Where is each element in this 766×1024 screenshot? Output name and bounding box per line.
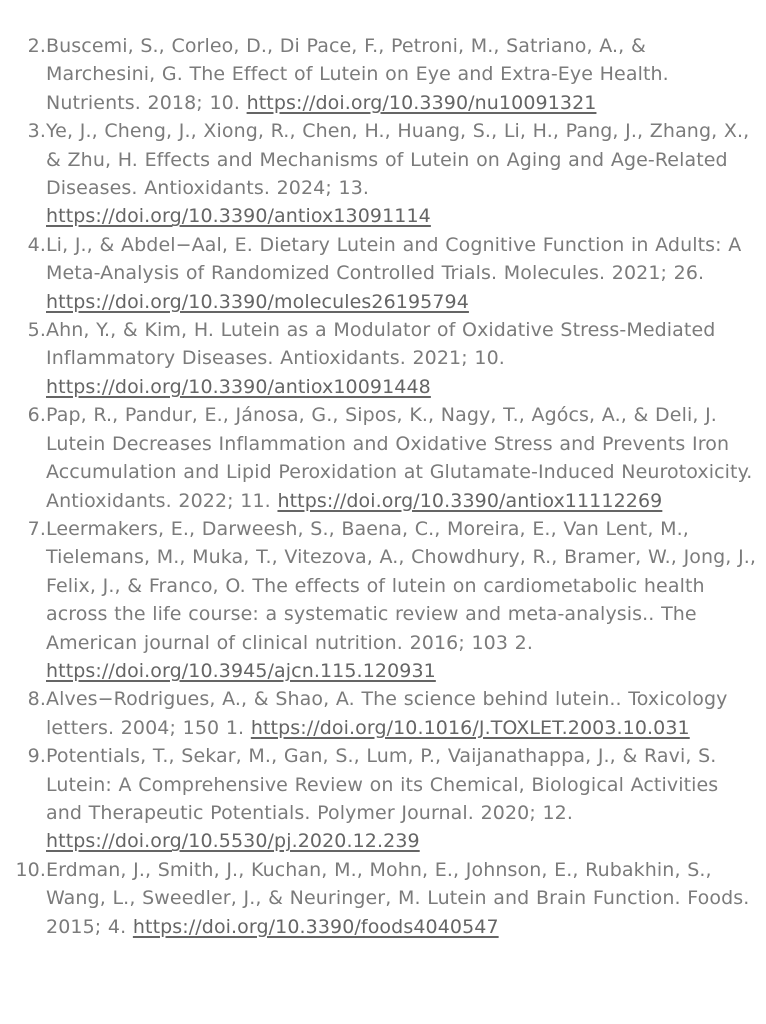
reference-citation: Alves−Rodrigues, A., & Shao, A. The science behind lutein.. Toxicology letters. 2004; 150 1. xyxy=(46,688,728,739)
doi-link[interactable]: https://doi.org/10.3390/antiox13091114 xyxy=(46,205,431,228)
reference-citation: Ahn, Y., & Kim, H. Lutein as a Modulator of Oxidative Stress-Mediated Inflammatory Diseases. Antioxidants. 2021; 10. xyxy=(46,319,716,370)
reference-item xyxy=(0,856,766,941)
reference-citation: Leermakers, E., Darweesh, S., Baena, C., Moreira, E., Van Lent, M., Tielemans, M., Muka, T., Vitezova, A., Chowdhury, R., Bramer, W., Jong, J., Felix, J., & Franco, O. The effects of lutein on cardiometabolic health across the life course: a systematic review and meta-analysis.. The American journal of clinical nutrition. 2016; 103 2. xyxy=(46,517,757,654)
reference-number: 6. xyxy=(27,404,46,427)
doi-link[interactable]: https://doi.org/10.3390/molecules26195794 xyxy=(46,290,469,313)
doi-link[interactable]: https://doi.org/10.3945/ajcn.115.120931 xyxy=(46,659,436,682)
doi-link[interactable]: https://doi.org/10.3390/antiox10091448 xyxy=(46,375,431,398)
reference-item xyxy=(0,117,766,231)
doi-link[interactable]: https://doi.org/10.3390/antiox11112269 xyxy=(277,489,663,512)
reference-citation: Li, J., & Abdel−Aal, E. Dietary Lutein and Cognitive Function in Adults: A Meta-Analysis of Randomized Controlled Trials. Molecules. 2021; 26. xyxy=(46,233,742,285)
reference-number: 3. xyxy=(27,120,46,143)
reference-item xyxy=(0,515,766,685)
reference-citation: Erdman, J., Smith, J., Kuchan, M., Mohn, E., Johnson, E., Rubakhin, S., Wang, L., Sweedler, J., & Neuringer, M. Lutein and Brain Function. Foods. 2015; 4. xyxy=(46,858,750,938)
doi-link[interactable]: https://doi.org/10.3390/nu10091321 xyxy=(246,91,597,114)
reference-number: 4. xyxy=(27,233,46,256)
reference-number: 9. xyxy=(27,745,46,768)
reference-item xyxy=(0,231,766,316)
doi-link[interactable]: https://doi.org/10.1016/J.TOXLET.2003.10.031 xyxy=(250,716,690,739)
reference-item xyxy=(0,401,766,515)
reference-list xyxy=(0,32,766,941)
reference-number: 10. xyxy=(15,858,46,881)
reference-citation: Ye, J., Cheng, J., Xiong, R., Chen, H., Huang, S., Li, H., Pang, J., Zhang, X., & Zhu, H. Effects and Mechanisms of Lutein on Aging and Age-Related Diseases. Antioxidants. 2024; 13. xyxy=(46,120,750,200)
reference-citation: Pap, R., Pandur, E., Jánosa, G., Sipos, K., Nagy, T., Agócs, A., & Deli, J. Lutein Decreases Inflammation and Oxidative Stress and Prevents Iron Accumulation and Lipid Peroxidation at Glutamate-Induced Neurotoxicity. Antioxidants. 2022; 11. xyxy=(46,404,753,512)
reference-number: 7. xyxy=(27,517,46,540)
reference-citation: Buscemi, S., Corleo, D., Di Pace, F., Petroni, M., Satriano, A., & Marchesini, G. The Effect of Lutein on Eye and Extra-Eye Health. Nutrients. 2018; 10. xyxy=(46,35,669,114)
reference-item xyxy=(0,32,766,117)
reference-number: 5. xyxy=(27,319,46,342)
reference-citation: Potentials, T., Sekar, M., Gan, S., Lum, P., Vaijanathappa, J., & Ravi, S. Lutein: A Comprehensive Review on its Chemical, Biological Activities and Therapeutic Potentials. Polymer Journal. 2020; 12. xyxy=(46,745,719,824)
doi-link[interactable]: https://doi.org/10.3390/foods4040547 xyxy=(132,915,499,938)
reference-item xyxy=(0,316,766,401)
reference-number: 8. xyxy=(27,688,46,711)
reference-number: 2. xyxy=(27,35,46,57)
reference-item xyxy=(0,685,766,742)
reference-item xyxy=(0,742,766,856)
doi-link[interactable]: https://doi.org/10.5530/pj.2020.12.239 xyxy=(46,830,420,853)
